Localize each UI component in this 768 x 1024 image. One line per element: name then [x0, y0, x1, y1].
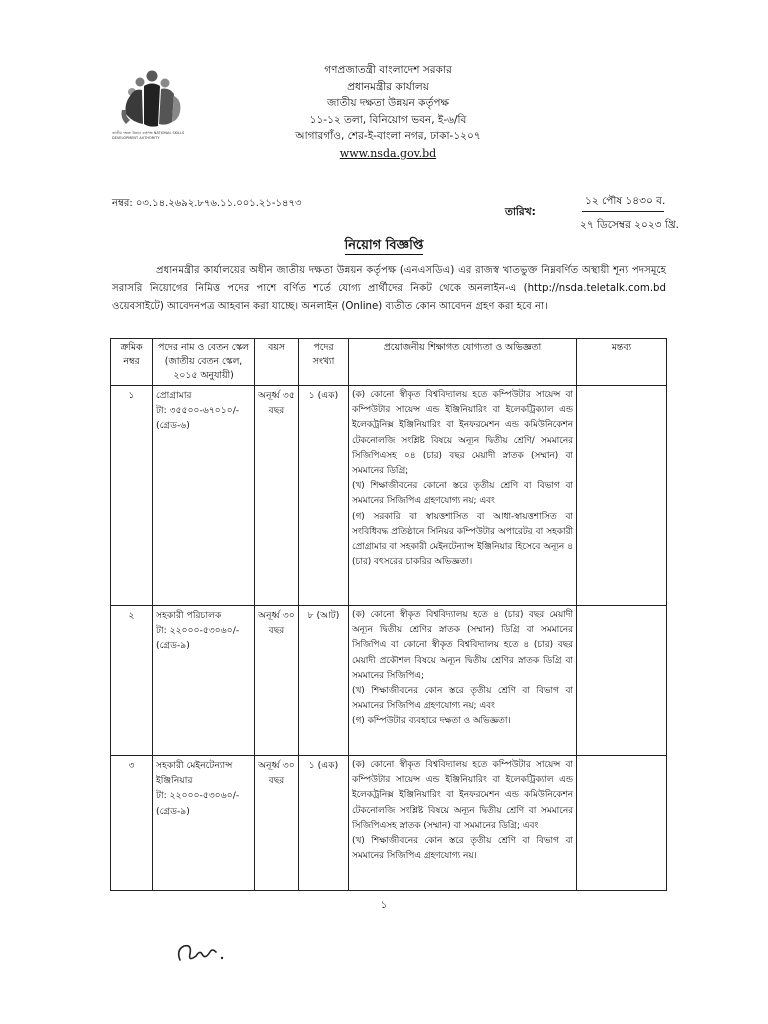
row-requirements [349, 756, 577, 891]
requirement-item: (গ) কম্পিউটার ব্যবহারে দক্ষতা ও অভিজ্ঞতা। [352, 716, 511, 727]
row-remarks [577, 756, 667, 891]
date-label: তারিখ: [505, 206, 536, 218]
date-gregorian: ২৭ ডিসেম্বর ২০২৩ খ্রি. [580, 219, 679, 231]
header-remarks: মন্তব্য [577, 339, 667, 386]
row-post [153, 606, 255, 756]
nsda-logo-icon [112, 66, 194, 136]
requirement-item: (ক) কোনো স্বীকৃত বিশ্ববিদ্যালয় হতে কম্পিউটার সায়েন্স বা কম্পিউটার সায়েন্স এন্ড ইঞ্জিনিয়ারিং বা ইলেকট্রিক্যাল এন্ড ইলেকট্রনিক্স ইঞ্জিনিয়ারিং বা ইনফরমেশন এন্ড কমিউনিকেশন টেকনোলজি সংশ্লিষ্ট বিষয়ে অন্যূন দ্বিতীয় শ্রেণি/ সমমানের সিজিপিএসহ ০৪ (চার) বছর মেয়াদী স্নাতক (সম্মান) বা সমমানের ডিগ্রি; [352, 390, 573, 477]
requirement-item: (ক) কোনো স্বীকৃত বিশ্ববিদ্যালয় হতে কম্পিউটার সায়েন্স বা কম্পিউটার সায়েন্স এন্ড ইঞ্জিনিয়ারিং বা ইলেকট্রিক্যাল এন্ড ইলেকট্রনিক্স ইঞ্জিনিয়ারিং বা ইনফরমেশন এন্ড কমিউনিকেশন টেকনোলজি সংশ্লিষ্ট বিষয়ে অন্যূন দ্বিতীয় শ্রেণি বা সমমানের সিজিপিএসহ স্নাতক (সম্মান) বা সমমানের ডিগ্রি; এবং [352, 760, 573, 831]
row-serial: ১ [111, 386, 153, 606]
row-serial: ৩ [111, 756, 153, 891]
website-link[interactable]: www.nsda.gov.bd [339, 146, 437, 160]
requirement-item: (খ) শিক্ষাজীবনের কোনো স্তরে তৃতীয় শ্রেণি বা বিভাগ বা সমমানের সিজিপিএ গ্রহণযোগ্য নয়; এবং [352, 481, 573, 507]
page-number: ১ [380, 900, 388, 911]
header-post: পদের নাম ও বেতন স্কেল (জাতীয় বেতন স্কেল, ২০১৫ অনুযায়ী) [153, 339, 255, 386]
table-row [111, 606, 667, 756]
memo-number: নম্বর: ০৩.১৪.২৬৯২.৮৭৬.১১.০০১.২১-১৪৭৩ [112, 198, 302, 209]
post-name: প্রোগ্রামার [156, 390, 192, 401]
table-header-row [111, 339, 667, 386]
post-name: সহকারী মেইনটেন্যান্স ইঞ্জিনিয়ার [156, 760, 233, 787]
row-count: ৮ (আট) [299, 606, 349, 756]
notice-title: নিয়োগ বিজ্ঞপ্তি [344, 238, 424, 253]
post-pay: টা: ২২০০০-৫৩০৬০/- [156, 790, 240, 802]
logo-caption: জাতীয় দক্ষতা উন্নয়ন কর্তৃপক্ষ NATIONAL SKILLS DEVELOPMENT AUTHORITY [112, 131, 185, 140]
post-pay: টা: ৩৫৫০০-৬৭০১০/- [156, 405, 240, 417]
letterhead [268, 62, 508, 162]
row-post [153, 756, 255, 891]
row-serial: ২ [111, 606, 153, 756]
post-name: সহকারী পরিচালক [156, 610, 222, 621]
requirement-item: (ক) কোনো স্বীকৃত বিশ্ববিদ্যালয় হতে ৪ (চার) বছর মেয়াদী অন্যূন দ্বিতীয় শ্রেণির স্নাতক (সম্মান) ডিগ্রি বা সমমানের সিজিপিএ বা কোনো স্বীকৃত বিশ্ববিদ্যালয় হতে ৪ (চার) বছর মেয়াদী প্রকৌশল বিষয়ে অন্যূন দ্বিতীয় শ্রেণির স্নাতক ডিগ্রি বা সমমানের সিজিপিএ; [352, 610, 573, 681]
table-row [111, 386, 667, 606]
post-grade: (গ্রেড-৯) [156, 640, 190, 652]
notice-title-wrap [0, 236, 768, 257]
row-age: অনূর্ধ্ব ৩০ বছর [255, 606, 299, 756]
date-bangla: ১২ পৌষ ১৪৩০ ব. [585, 195, 666, 207]
header-age: বয়স [255, 339, 299, 386]
date-divider [582, 211, 664, 212]
row-requirements [349, 386, 577, 606]
row-age: অনূর্ধ্ব ৩৫ বছর [255, 386, 299, 606]
requirement-item: (গ) সরকারি বা স্বায়ত্তশাসিত বা আধা-স্বায়ত্তশাসিত বা সংবিধিবদ্ধ প্রতিষ্ঠানে সিনিয়র কম্পিউটার অপারেটর বা সহকারী প্রোগ্রামার বা সহকারী মেইনটেন্যান্স ইঞ্জিনিয়ার হিসেবে অন্যূন ৪ (চার) বৎসরের চাকরির অভিজ্ঞতা। [352, 511, 573, 568]
requirement-item: (খ) শিক্ষাজীবনের কোন স্তরে তৃতীয় শ্রেণি বা বিভাগ বা সমমানের সিজিপিএ গ্রহণযোগ্য নয়; এবং [352, 686, 573, 712]
post-pay: টা: ২২০০০-৫৩০৬০/- [156, 625, 240, 637]
header-requirements: প্রয়োজনীয় শিক্ষাগত যোগ্যতা ও অভিজ্ঞতা [349, 339, 577, 386]
row-remarks [577, 606, 667, 756]
requirement-item: (খ) শিক্ষাজীবনের কোন স্তরে তৃতীয় শ্রেণি বা বিভাগ বা সমমানের সিজিপিএ গ্রহণযোগ্য নয়। [352, 836, 573, 862]
row-count: ১ (এক) [299, 756, 349, 891]
office-name: প্রধানমন্ত্রীর কার্যালয় [347, 80, 429, 93]
row-requirements [349, 606, 577, 756]
row-count: ১ (এক) [299, 386, 349, 606]
authority-name: জাতীয় দক্ষতা উন্নয়ন কর্তৃপক্ষ [327, 97, 449, 109]
govt-name: গণপ্রজাতন্ত্রী বাংলাদেশ সরকার [324, 64, 452, 76]
post-grade: (গ্রেড-৯) [156, 805, 190, 817]
table-row [111, 756, 667, 891]
row-post [153, 386, 255, 606]
intro-paragraph: প্রধানমন্ত্রীর কার্যালয়ের অধীন জাতীয় দক্ষতা উন্নয়ন কর্তৃপক্ষ (এনএসডিএ) এর রাজস্ব খাতভুক্ত নিম্নবর্ণিত অস্থায়ী শূন্য পদসমূহে সরাসরি নিয়োগের নিমিত্ত পদের পাশে বর্ণিত শর্তে যোগ্য প্রার্থীদের নিকট থেকে অনলাইন-এ (http://nsda.teletalk.com.bd ওয়েবসাইটে) আবেদনপত্র আহবান করা যাচ্ছে। অনলাইন (Online) ব্যতীত কোন আবেদন গ্রহণ করা হবে না। [112, 265, 666, 312]
header-serial: ক্রমিক নম্বর [111, 339, 153, 386]
address-line-1: ১১-১২ তলা, বিনিয়োগ ভবন, ই-৬/বি [309, 113, 467, 126]
vacancy-table [110, 338, 667, 891]
address-line-2: আগারগাঁও, শের-ই-বাংলা নগর, ঢাকা-১২০৭ [295, 130, 481, 142]
signature-icon [172, 930, 232, 970]
row-age: অনূর্ধ্ব ৩০ বছর [255, 756, 299, 891]
row-remarks [577, 386, 667, 606]
post-grade: (গ্রেড-৬) [156, 420, 190, 432]
header-count: পদের সংখ্যা [299, 339, 349, 386]
